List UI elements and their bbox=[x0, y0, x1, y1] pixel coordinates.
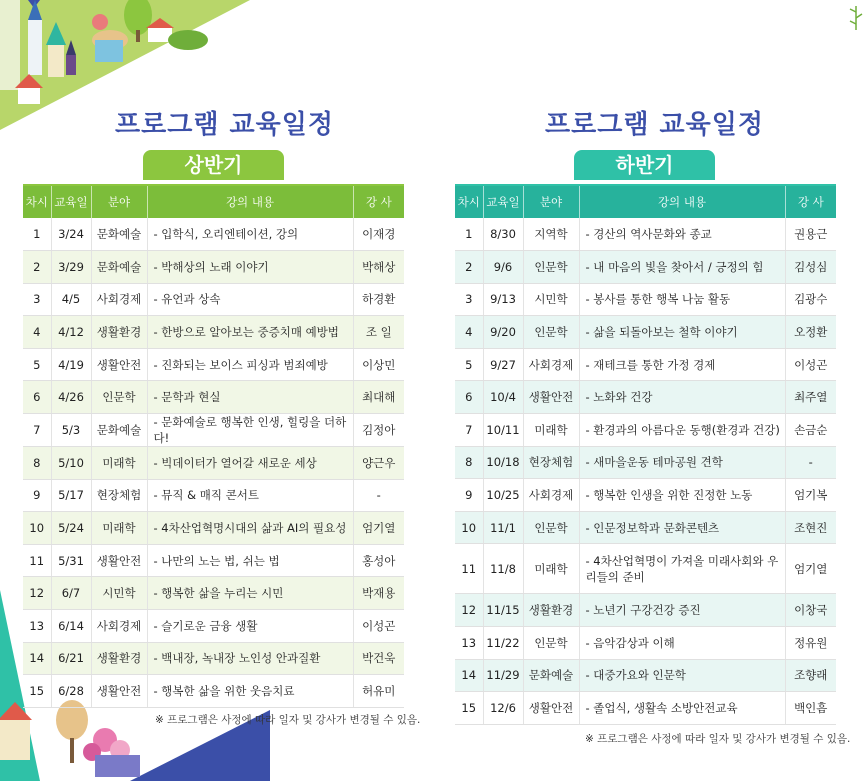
cell-session: 9 bbox=[23, 479, 51, 512]
cell-field: 현장체험 bbox=[523, 446, 579, 479]
cell-field: 사회경제 bbox=[523, 348, 579, 381]
cell-content: - 뮤직 & 매직 콘서트 bbox=[147, 479, 353, 512]
cell-field: 문화예술 bbox=[91, 218, 147, 251]
cell-content: - 유언과 상속 bbox=[147, 283, 353, 316]
cell-session: 8 bbox=[455, 446, 483, 479]
cell-session: 8 bbox=[23, 447, 51, 480]
cell-lecturer: 홍성아 bbox=[353, 544, 404, 577]
cell-session: 7 bbox=[455, 414, 483, 447]
cell-field: 미래학 bbox=[91, 447, 147, 480]
cell-field: 미래학 bbox=[523, 414, 579, 447]
schedule-table-first-half bbox=[23, 184, 404, 708]
table-row bbox=[23, 544, 404, 577]
table-row bbox=[455, 446, 836, 479]
table-row bbox=[23, 642, 404, 675]
cell-lecturer: 최주열 bbox=[785, 381, 836, 414]
cell-lecturer: 조향래 bbox=[785, 659, 836, 692]
cell-date: 6/28 bbox=[51, 675, 91, 708]
cell-field: 미래학 bbox=[523, 544, 579, 594]
cell-content: - 내 마음의 빛을 찾아서 / 긍정의 힘 bbox=[579, 251, 785, 284]
cell-date: 3/24 bbox=[51, 218, 91, 251]
cell-field: 현장체험 bbox=[91, 479, 147, 512]
header-session: 차시 bbox=[25, 195, 48, 209]
cell-session: 6 bbox=[23, 381, 51, 414]
cell-date: 11/22 bbox=[483, 627, 523, 660]
cell-session: 10 bbox=[455, 511, 483, 544]
cell-content: - 환경과의 아름다운 동행(환경과 건강) bbox=[579, 414, 785, 447]
table-row bbox=[455, 511, 836, 544]
cell-lecturer: - bbox=[353, 479, 404, 512]
cell-field: 생활안전 bbox=[91, 544, 147, 577]
page-title-second-half: 프로그램 교육일정 bbox=[545, 110, 764, 140]
cell-lecturer: 조 일 bbox=[353, 316, 404, 349]
schedule-note-second-half: ※ 프로그램은 사정에 따라 일자 및 강사가 변경될 수 있음. bbox=[585, 733, 851, 745]
cell-content: - 새마을운동 테마공원 견학 bbox=[579, 446, 785, 479]
cell-content: - 노년기 구강건강 증진 bbox=[579, 594, 785, 627]
table-row bbox=[455, 414, 836, 447]
cell-lecturer: 박해상 bbox=[353, 251, 404, 284]
cell-lecturer: 양근우 bbox=[353, 447, 404, 480]
cell-field: 미래학 bbox=[91, 512, 147, 545]
header-content: 강의 내용 bbox=[147, 185, 353, 218]
table-row bbox=[23, 512, 404, 545]
header-date: 교육일 bbox=[483, 185, 523, 218]
table-row bbox=[455, 251, 836, 284]
cell-lecturer: 손금순 bbox=[785, 414, 836, 447]
cell-field: 문화예술 bbox=[91, 414, 147, 447]
cell-lecturer: 이재경 bbox=[353, 218, 404, 251]
table-row bbox=[23, 251, 404, 284]
cell-lecturer: 이성곤 bbox=[785, 348, 836, 381]
cell-session: 6 bbox=[455, 381, 483, 414]
cell-session: 14 bbox=[455, 659, 483, 692]
cell-lecturer: 백인흠 bbox=[785, 692, 836, 725]
cell-session: 1 bbox=[23, 218, 51, 251]
cell-date: 9/6 bbox=[483, 251, 523, 284]
cell-date: 3/29 bbox=[51, 251, 91, 284]
table-row bbox=[455, 544, 836, 594]
table-row bbox=[455, 594, 836, 627]
cell-date: 4/5 bbox=[51, 283, 91, 316]
cell-field: 인문학 bbox=[91, 381, 147, 414]
cell-date: 11/15 bbox=[483, 594, 523, 627]
cell-lecturer: 김성심 bbox=[785, 251, 836, 284]
header-date: 교육일 bbox=[51, 185, 91, 218]
table-row bbox=[23, 577, 404, 610]
cell-lecturer: 박건욱 bbox=[353, 642, 404, 675]
cell-content: - 삶을 되돌아보는 철학 이야기 bbox=[579, 316, 785, 349]
cell-date: 9/20 bbox=[483, 316, 523, 349]
cell-lecturer: 권용근 bbox=[785, 218, 836, 251]
cell-session: 11 bbox=[455, 544, 483, 594]
cell-content: - 빅데이터가 열어갈 새로운 세상 bbox=[147, 447, 353, 480]
schedule-table-second-half bbox=[455, 184, 836, 725]
cell-session: 12 bbox=[23, 577, 51, 610]
cell-date: 5/31 bbox=[51, 544, 91, 577]
cell-lecturer: 하경환 bbox=[353, 283, 404, 316]
cell-content: - 박해상의 노래 이야기 bbox=[147, 251, 353, 284]
cell-session: 7 bbox=[23, 414, 51, 447]
cell-field: 생활환경 bbox=[91, 316, 147, 349]
header-field: 분야 bbox=[523, 185, 579, 218]
cell-content: - 백내장, 녹내장 노인성 안과질환 bbox=[147, 642, 353, 675]
cell-lecturer: 최대해 bbox=[353, 381, 404, 414]
cell-content: - 경산의 역사문화와 종교 bbox=[579, 218, 785, 251]
cell-date: 10/4 bbox=[483, 381, 523, 414]
cell-field: 사회경제 bbox=[91, 283, 147, 316]
table-row bbox=[455, 627, 836, 660]
cell-session: 5 bbox=[455, 348, 483, 381]
cell-session: 4 bbox=[455, 316, 483, 349]
cell-field: 문화예술 bbox=[91, 251, 147, 284]
cell-field: 인문학 bbox=[523, 251, 579, 284]
table-row bbox=[23, 414, 404, 447]
cell-content: - 한방으로 알아보는 중증치매 예방법 bbox=[147, 316, 353, 349]
cell-session: 15 bbox=[455, 692, 483, 725]
table-row bbox=[23, 316, 404, 349]
cell-content: - 노화와 건강 bbox=[579, 381, 785, 414]
cell-field: 생활안전 bbox=[91, 348, 147, 381]
cell-lecturer: 엄기복 bbox=[785, 479, 836, 512]
header-session: 차시 bbox=[457, 195, 480, 209]
cell-field: 시민학 bbox=[523, 283, 579, 316]
cell-content: - 대중가요와 인문학 bbox=[579, 659, 785, 692]
cell-date: 8/30 bbox=[483, 218, 523, 251]
cell-session: 10 bbox=[23, 512, 51, 545]
table-row bbox=[23, 479, 404, 512]
table-row bbox=[23, 381, 404, 414]
cell-content: - 졸업식, 생활속 소방안전교육 bbox=[579, 692, 785, 725]
cell-date: 6/21 bbox=[51, 642, 91, 675]
cell-content: - 나만의 노는 법, 쉬는 법 bbox=[147, 544, 353, 577]
cell-content: - 입학식, 오리엔테이션, 강의 bbox=[147, 218, 353, 251]
table-row bbox=[23, 218, 404, 251]
table-row bbox=[455, 479, 836, 512]
cell-lecturer: 오정환 bbox=[785, 316, 836, 349]
cell-date: 10/25 bbox=[483, 479, 523, 512]
cell-date: 6/7 bbox=[51, 577, 91, 610]
cell-content: - 4차산업혁명이 가져올 미래사회와 우리들의 준비 bbox=[579, 544, 785, 594]
cell-session: 12 bbox=[455, 594, 483, 627]
cell-date: 4/26 bbox=[51, 381, 91, 414]
header-field: 분야 bbox=[91, 185, 147, 218]
leaf-icon bbox=[846, 4, 866, 32]
cell-content: - 음악감상과 이해 bbox=[579, 627, 785, 660]
table-row bbox=[23, 348, 404, 381]
cell-date: 12/6 bbox=[483, 692, 523, 725]
cell-date: 9/27 bbox=[483, 348, 523, 381]
cell-lecturer: 김광수 bbox=[785, 283, 836, 316]
header-lecturer: 강 사 bbox=[353, 185, 404, 218]
cell-date: 11/8 bbox=[483, 544, 523, 594]
cell-session: 2 bbox=[455, 251, 483, 284]
cell-session: 4 bbox=[23, 316, 51, 349]
cell-field: 생활환경 bbox=[523, 594, 579, 627]
tab-second-half: 하반기 bbox=[574, 150, 715, 180]
cell-date: 5/10 bbox=[51, 447, 91, 480]
table-header-row bbox=[23, 185, 404, 218]
cell-content: - 4차산업혁명시대의 삶과 AI의 필요성 bbox=[147, 512, 353, 545]
cell-field: 인문학 bbox=[523, 316, 579, 349]
cell-content: - 슬기로운 금융 생활 bbox=[147, 610, 353, 643]
table-row bbox=[23, 675, 404, 708]
cell-date: 6/14 bbox=[51, 610, 91, 643]
cell-date: 10/11 bbox=[483, 414, 523, 447]
cell-date: 4/19 bbox=[51, 348, 91, 381]
cell-lecturer: 이상민 bbox=[353, 348, 404, 381]
cell-lecturer: 엄기열 bbox=[785, 544, 836, 594]
table-row bbox=[455, 659, 836, 692]
cell-date: 5/24 bbox=[51, 512, 91, 545]
cell-date: 9/13 bbox=[483, 283, 523, 316]
cell-lecturer: 엄기열 bbox=[353, 512, 404, 545]
cell-field: 생활안전 bbox=[91, 675, 147, 708]
table-row bbox=[455, 218, 836, 251]
page-title-first-half: 프로그램 교육일정 bbox=[115, 110, 334, 140]
cell-lecturer: 이창국 bbox=[785, 594, 836, 627]
cell-date: 5/17 bbox=[51, 479, 91, 512]
header-content: 강의 내용 bbox=[579, 185, 785, 218]
cell-lecturer: 박재용 bbox=[353, 577, 404, 610]
header-lecturer: 강 사 bbox=[785, 185, 836, 218]
cell-content: - 인문정보학과 문화콘텐츠 bbox=[579, 511, 785, 544]
cell-session: 9 bbox=[455, 479, 483, 512]
cell-field: 생활안전 bbox=[523, 692, 579, 725]
cell-date: 10/18 bbox=[483, 446, 523, 479]
table-row bbox=[455, 283, 836, 316]
cell-session: 11 bbox=[23, 544, 51, 577]
cell-session: 5 bbox=[23, 348, 51, 381]
cell-field: 지역학 bbox=[523, 218, 579, 251]
cell-date: 4/12 bbox=[51, 316, 91, 349]
table-row bbox=[23, 610, 404, 643]
cell-content: - 문화예술로 행복한 인생, 힐링을 더하다! bbox=[147, 414, 353, 447]
cell-content: - 문학과 현실 bbox=[147, 381, 353, 414]
table-row bbox=[23, 283, 404, 316]
cell-lecturer: 허유미 bbox=[353, 675, 404, 708]
cell-session: 13 bbox=[455, 627, 483, 660]
cell-lecturer: 이성곤 bbox=[353, 610, 404, 643]
table-header-row bbox=[455, 185, 836, 218]
cell-field: 생활안전 bbox=[523, 381, 579, 414]
cell-lecturer: 조현진 bbox=[785, 511, 836, 544]
cell-field: 문화예술 bbox=[523, 659, 579, 692]
cell-content: - 행복한 삶을 위한 웃음치료 bbox=[147, 675, 353, 708]
cell-field: 인문학 bbox=[523, 511, 579, 544]
cell-field: 인문학 bbox=[523, 627, 579, 660]
cell-session: 1 bbox=[455, 218, 483, 251]
cell-session: 2 bbox=[23, 251, 51, 284]
cell-session: 3 bbox=[23, 283, 51, 316]
cell-session: 14 bbox=[23, 642, 51, 675]
table-row bbox=[455, 316, 836, 349]
cell-field: 사회경제 bbox=[523, 479, 579, 512]
cell-date: 11/29 bbox=[483, 659, 523, 692]
cell-content: - 봉사를 통한 행복 나눔 활동 bbox=[579, 283, 785, 316]
cell-content: - 진화되는 보이스 피싱과 범죄예방 bbox=[147, 348, 353, 381]
cell-lecturer: - bbox=[785, 446, 836, 479]
cell-session: 15 bbox=[23, 675, 51, 708]
cell-session: 3 bbox=[455, 283, 483, 316]
schedule-note-first-half: ※ 프로그램은 사정에 따라 일자 및 강사가 변경될 수 있음. bbox=[155, 714, 421, 726]
cell-content: - 행복한 삶을 누리는 시민 bbox=[147, 577, 353, 610]
cell-field: 생활환경 bbox=[91, 642, 147, 675]
tab-first-half: 상반기 bbox=[143, 150, 284, 180]
cell-content: - 재테크를 통한 가정 경제 bbox=[579, 348, 785, 381]
cell-lecturer: 정유원 bbox=[785, 627, 836, 660]
cell-date: 5/3 bbox=[51, 414, 91, 447]
table-row bbox=[23, 447, 404, 480]
cell-session: 13 bbox=[23, 610, 51, 643]
cell-field: 사회경제 bbox=[91, 610, 147, 643]
table-row bbox=[455, 692, 836, 725]
table-row bbox=[455, 381, 836, 414]
cell-content: - 행복한 인생을 위한 진정한 노동 bbox=[579, 479, 785, 512]
table-row bbox=[455, 348, 836, 381]
cell-lecturer: 김정아 bbox=[353, 414, 404, 447]
cell-date: 11/1 bbox=[483, 511, 523, 544]
cell-field: 시민학 bbox=[91, 577, 147, 610]
